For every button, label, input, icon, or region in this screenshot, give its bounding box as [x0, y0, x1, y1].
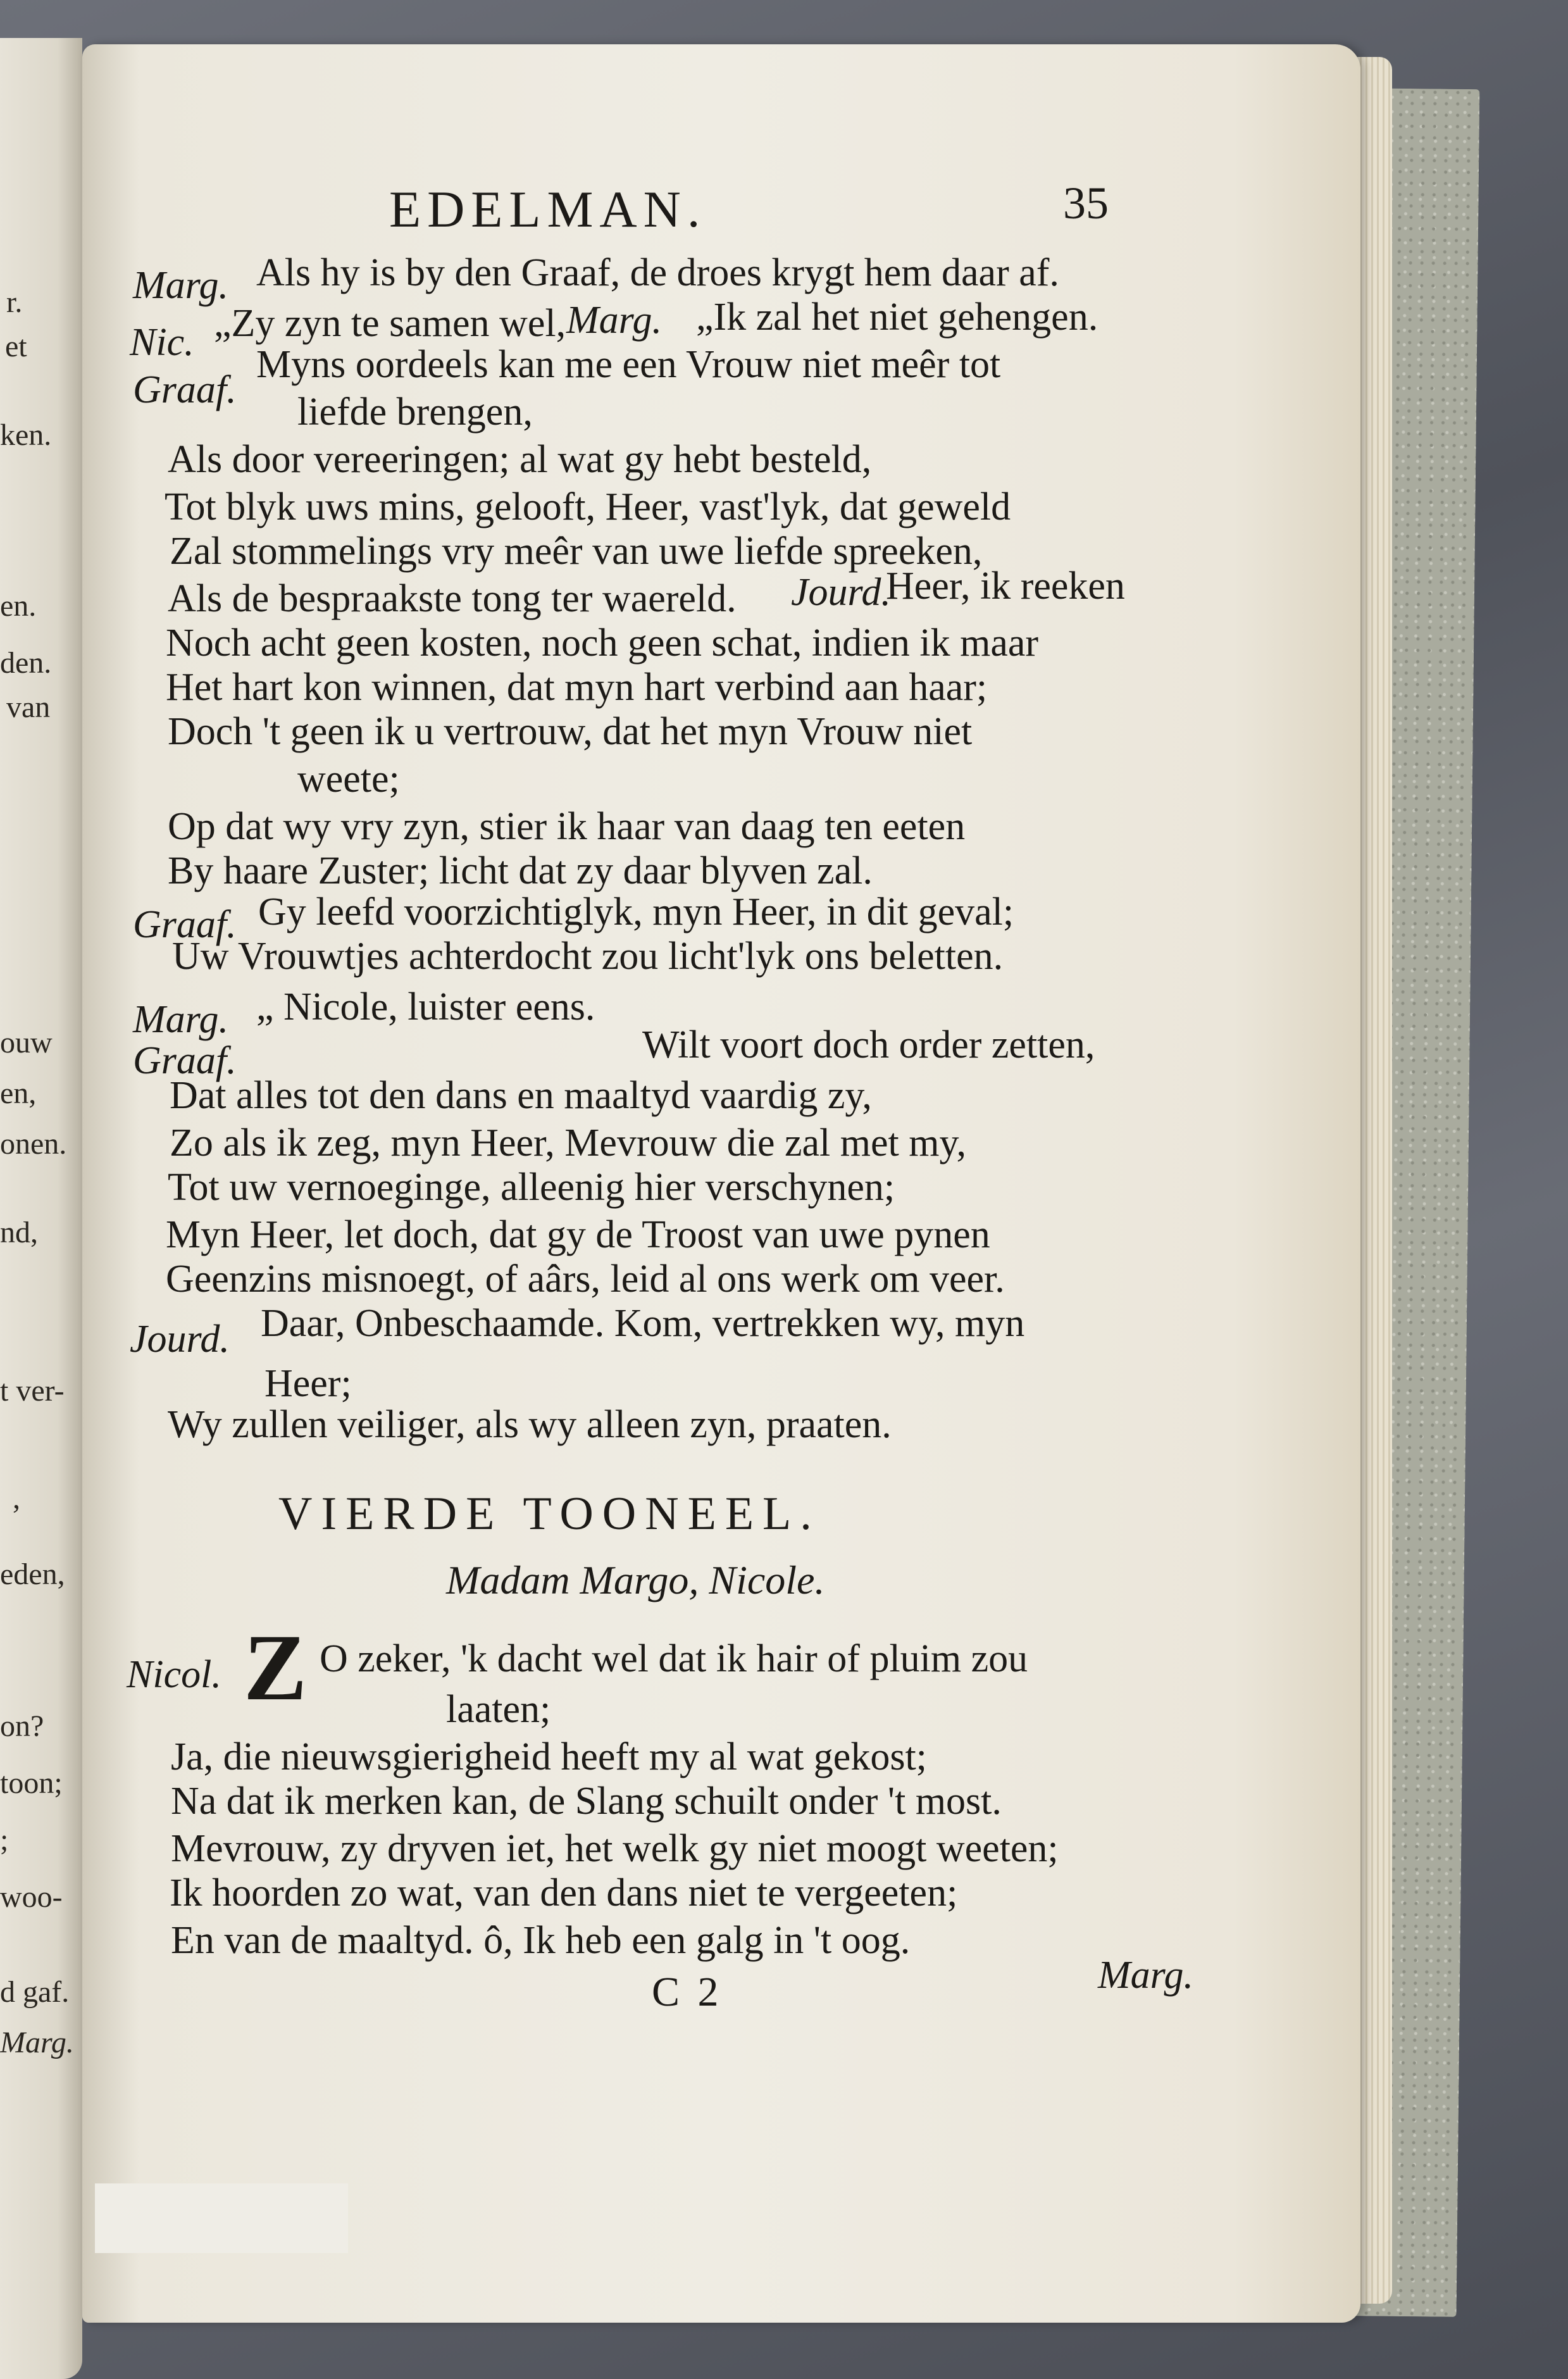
left-fragment: r. [6, 285, 23, 319]
left-fragment: toon; [0, 1766, 63, 1800]
verse-line: laaten; [446, 1688, 551, 1731]
verse-line: Daar, Onbeschaamde. Kom, vertrekken wy, myn [261, 1302, 1025, 1345]
speaker-name: Jourd. [791, 571, 891, 614]
left-fragment: en, [0, 1077, 37, 1110]
left-fragment: woo- [0, 1880, 63, 1914]
verse-line: Geenzins misnoegt, of aârs, leid al ons werk om veer. [166, 1258, 1005, 1301]
catchword: Marg. [1098, 1954, 1193, 1997]
verse-line: Gy leefd voorzichtiglyk, myn Heer, in dit geval; [258, 890, 1014, 933]
verse-line: Mevrouw, zy dryven iet, het welk gy niet moogt weeten; [171, 1827, 1059, 1870]
verse-line: „ Nicole, luister eens. [256, 985, 595, 1028]
left-page [0, 38, 82, 2379]
verse-line: Myns oordeels kan me een Vrouw niet meêr tot [256, 343, 1001, 386]
speaker-name: Graaf. [133, 1039, 237, 1082]
verse-line: Wy zullen veiliger, als wy alleen zyn, praaten. [168, 1403, 892, 1446]
verse-line: Als de bespraakste tong ter waereld. [168, 577, 737, 620]
speaker-name: Graaf. [133, 903, 237, 946]
verse-line: „Zy zyn te samen wel, [214, 302, 566, 345]
signature-mark: C 2 [652, 1969, 723, 2015]
verse-line: Dat alles tot den dans en maaltyd vaardig zy, [170, 1074, 872, 1117]
verse-line: Ja, die nieuwsgierigheid heeft my al wat gekost; [171, 1735, 927, 1778]
left-fragment: eden, [0, 1558, 65, 1591]
verse-line: O zeker, 'k dacht wel dat ik hair of pluim zou [320, 1637, 1028, 1680]
verse-line: Na dat ik merken kan, de Slang schuilt onder 't most. [171, 1780, 1002, 1823]
verse-line: Zal stommelings vry meêr van uwe liefde spreeken, [170, 530, 983, 573]
speaker-name: Graaf. [133, 368, 237, 411]
left-fragment: Marg. [0, 2026, 74, 2059]
verse-line: Heer, ik reeken [886, 565, 1125, 608]
speaker-name: Nic. [130, 321, 194, 364]
verse-line: En van de maaltyd. ô, Ik heb een galg in 't oog. [171, 1919, 911, 1962]
verse-line: liefde brengen, [297, 390, 533, 434]
verse-line: Myn Heer, let doch, dat gy de Troost van uwe pynen [166, 1213, 990, 1256]
scan-patch [95, 2183, 348, 2253]
left-fragment: den. [0, 646, 52, 680]
scene-heading: VIERDE TOONEEL. [278, 1488, 821, 1540]
left-fragment: ouw [0, 1026, 53, 1059]
left-fragment: , [13, 1482, 20, 1515]
verse-line: Wilt voort doch order zetten, [642, 1023, 1095, 1066]
verse-line: Als door vereeringen; al wat gy hebt besteld, [168, 438, 872, 481]
verse-line: Als hy is by den Graaf, de droes krygt hem daar af. [256, 251, 1059, 294]
left-fragment: d gaf. [0, 1975, 70, 2009]
left-fragment: nd, [0, 1216, 38, 1249]
verse-line: By haare Zuster; licht dat zy daar blyven zal. [168, 849, 873, 892]
speaker-name: Nicol. [127, 1653, 221, 1696]
left-fragment: van [6, 690, 51, 724]
verse-line: Tot blyk uws mins, gelooft, Heer, vast'lyk, dat geweld [165, 485, 1011, 528]
left-fragment: et [5, 330, 27, 363]
running-head: EDELMAN. [389, 180, 707, 238]
verse-line: Noch acht geen kosten, noch geen schat, indien ik maar [166, 621, 1039, 665]
verse-line: Zo als ik zeg, myn Heer, Mevrouw die zal met my, [170, 1121, 966, 1165]
verse-line: weete; [297, 758, 400, 801]
scene-characters: Madam Margo, Nicole. [446, 1558, 825, 1602]
left-fragment: on? [0, 1709, 44, 1743]
left-fragment: ken. [0, 418, 52, 452]
verse-line: Het hart kon winnen, dat myn hart verbind aan haar; [166, 666, 988, 709]
verse-line: Uw Vrouwtjes achterdocht zou licht'lyk ons beletten. [172, 935, 1004, 978]
drop-capital: Z [244, 1615, 308, 1720]
left-fragment: t ver- [0, 1374, 65, 1408]
verse-line: Doch 't geen ik u vertrouw, dat het myn Vrouw niet [168, 710, 973, 753]
speaker-name: Marg. [566, 299, 662, 342]
verse-line: Tot uw vernoeginge, alleenig hier verschynen; [168, 1166, 895, 1209]
left-fragment: en. [0, 589, 37, 623]
verse-line: Heer; [264, 1362, 352, 1405]
page-number: 35 [1063, 178, 1109, 228]
verse-line: Ik hoorden zo wat, van den dans niet te vergeeten; [170, 1871, 958, 1914]
speaker-name: Marg. [133, 998, 228, 1041]
verse-line: Op dat wy vry zyn, stier ik haar van daag ten eeten [168, 805, 966, 848]
verse-line: „Ik zal het niet gehengen. [696, 296, 1098, 339]
speaker-name: Jourd. [130, 1318, 230, 1361]
speaker-name: Marg. [133, 264, 228, 307]
left-fragment: ; [0, 1823, 9, 1857]
left-fragment: onen. [0, 1127, 67, 1161]
